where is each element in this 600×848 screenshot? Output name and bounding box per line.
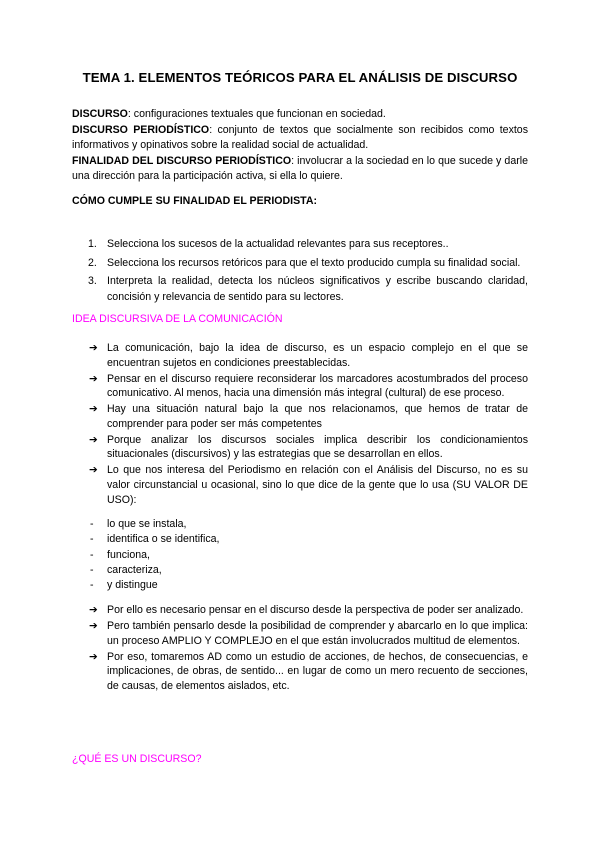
list-item-text: Por ello es necesario pensar en el discurso desde la perspectiva de poder ser analizado.	[107, 604, 524, 616]
arrow-list-a	[72, 341, 528, 508]
list-item	[72, 532, 528, 547]
arrow-right-icon: ➔	[89, 464, 98, 477]
dash-bullet: -	[90, 579, 94, 592]
list-item	[72, 274, 528, 305]
list-item	[72, 563, 528, 578]
dash-bullet: -	[90, 533, 94, 546]
list-item	[72, 237, 528, 253]
list-item	[72, 619, 528, 648]
finalidad-heading: CÓMO CUMPLE SU FINALIDAD EL PERIODISTA:	[72, 195, 318, 207]
list-item	[72, 650, 528, 694]
arrow-right-icon: ➔	[89, 372, 98, 385]
list-item-text: Selecciona los sucesos de la actualidad relevantes para sus receptores..	[107, 238, 449, 250]
arrow-right-icon: ➔	[89, 650, 98, 663]
list-item-text: Lo que nos interesa del Periodismo en relación con el Análisis del Discurso, no es su valor circunstancial u ocasional, sino lo que dice de la gente que lo usa (SU VALOR DE USO):	[107, 464, 528, 506]
list-item-text: La comunicación, bajo la idea de discurso, es un espacio complejo en el que se encuentran sujetos en condiciones preestablecidas.	[107, 342, 528, 369]
definition-finalidad	[72, 154, 528, 185]
list-item	[72, 256, 528, 272]
que-es-discurso-heading: ¿QUÉ ES UN DISCURSO?	[72, 753, 202, 765]
dash-bullet: -	[90, 563, 94, 576]
list-item-text: caracteriza,	[107, 563, 162, 576]
list-item	[72, 548, 528, 563]
list-item-text: y distingue	[107, 579, 158, 592]
dash-bullet: -	[90, 518, 94, 530]
definitions-block	[72, 107, 528, 185]
list-item-text: Hay una situación natural bajo la que nos relacionamos, que hemos de tratar de comprender para poder ser más competentes	[107, 403, 528, 430]
list-item	[72, 463, 528, 507]
idea-discursiva-heading: IDEA DISCURSIVA DE LA COMUNICACIÓN	[72, 313, 283, 325]
definition-term: DISCURSO	[72, 108, 128, 120]
arrow-right-icon: ➔	[89, 342, 98, 354]
list-item	[72, 433, 528, 462]
arrow-right-icon: ➔	[89, 433, 98, 446]
list-item-text: Porque analizar los discursos sociales implica describir los condicionamientos situacionales (discursivos) y las estrategias que se desarrollan en ellos.	[107, 433, 528, 461]
arrow-right-icon: ➔	[89, 403, 98, 416]
definition-discurso	[72, 107, 528, 123]
list-item	[72, 341, 528, 370]
list-item-text: Selecciona los recursos retóricos para que el texto producido cumpla su finalidad social.	[107, 256, 521, 269]
arrow-right-icon: ➔	[89, 604, 98, 616]
dash-bullet: -	[90, 548, 94, 561]
list-item-text: identifica o se identifica,	[107, 533, 220, 546]
list-item	[72, 517, 528, 532]
dash-list	[72, 517, 528, 593]
arrow-list-b	[72, 603, 528, 695]
list-item	[72, 603, 528, 618]
list-item-text: Pensar en el discurso requiere reconsiderar los marcadores acostumbrados del proceso comunicativo. Al menos, hacia una dimensión más integral (cultural) de ese proceso.	[107, 372, 528, 400]
list-number: 2.	[88, 256, 97, 269]
definition-text: : conjunto de textos que socialmente son recibidos como textos informativos y opinativos sobre la realidad social de actualidad.	[72, 123, 528, 152]
list-number: 3.	[88, 275, 97, 288]
list-item	[72, 372, 528, 401]
list-item-text: lo que se instala,	[107, 518, 187, 530]
list-item	[72, 402, 528, 431]
list-item-text: Pero también pensarlo desde la posibilidad de comprender y abarcarlo en lo que implica: un proceso AMPLIO Y COMPLEJO en el que están involucrados multitud de elementos.	[107, 619, 528, 647]
definition-text: : involucrar a la sociedad en lo que sucede y darle una dirección para la participación activa, si ella lo quiere.	[72, 154, 528, 183]
list-item-text: Interpreta la realidad, detecta los núcleos significativos y escribe buscando claridad, concisión y relevancia de sentido para su lectores.	[107, 275, 528, 303]
definition-discurso-periodistico	[72, 123, 528, 154]
steps-list	[72, 237, 528, 308]
arrow-right-icon: ➔	[89, 619, 98, 632]
list-item	[72, 578, 528, 593]
definition-term: FINALIDAD DEL DISCURSO PERIODÍSTICO	[72, 154, 292, 167]
definition-text: : configuraciones textuales que funcionan en sociedad.	[127, 108, 386, 120]
list-number: 1.	[88, 238, 97, 250]
list-item-text: funciona,	[107, 548, 150, 561]
list-item-text: Por eso, tomaremos AD como un estudio de acciones, de hechos, de consecuencias, e implicaciones, de obras, de sentido... en lugar de como un mero recuento de secciones, de causas, de elementos aislados, etc.	[107, 650, 528, 692]
definition-term: DISCURSO PERIODÍSTICO	[72, 123, 210, 136]
document-title: TEMA 1. ELEMENTOS TEÓRICOS PARA EL ANÁLISIS DE DISCURSO	[82, 70, 518, 85]
